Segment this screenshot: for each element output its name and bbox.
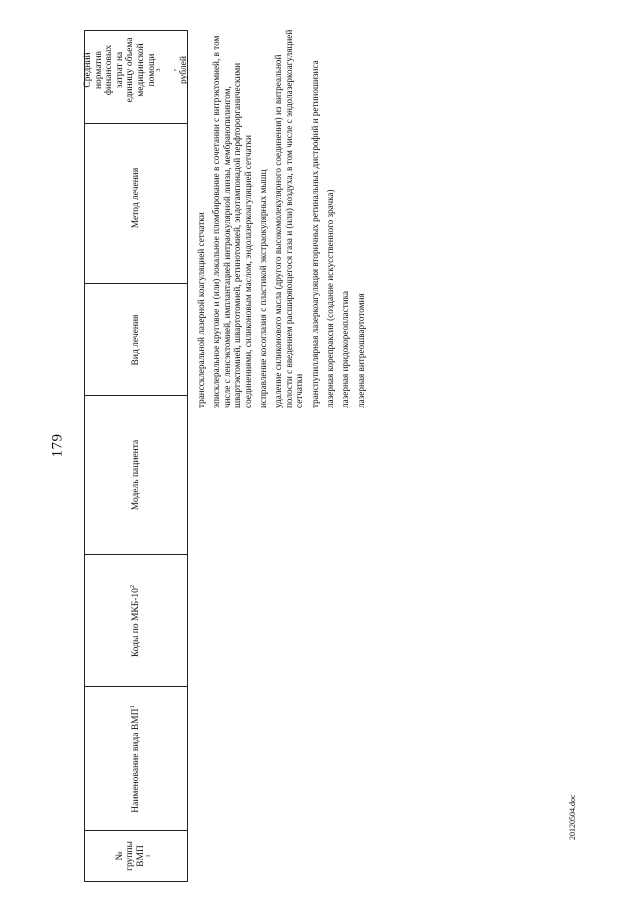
header-cost-line: норматив	[93, 50, 104, 90]
treatment-method-list	[196, 25, 371, 408]
footnote-marker: 2	[128, 584, 136, 589]
column-divider	[84, 283, 187, 284]
header-cost-line: Средний	[82, 52, 93, 88]
header-cost-line: единицу объема	[125, 37, 136, 103]
treatment-method-item: исправление косоглазия с пластикой экстраокулярных мышц	[257, 169, 268, 408]
header-cost-line: затрат на	[114, 51, 125, 89]
document-filename-footer: 20120504.doc	[568, 794, 577, 840]
header-cost-line: финансовых	[104, 44, 115, 96]
treatment-method-item: удаление силиконового масла (другого высокомолекулярного соединения) из витреальной полости с введением расширяющегося газа и (или) воздуха, в том числе с эндолазеркоагуляцией сетчатки	[273, 29, 305, 408]
header-cost-norm	[82, 30, 189, 110]
header-patient-model: Модель пациента	[130, 439, 141, 511]
treatment-method-item: транссклеральной лазерной коагуляцией сетчатки	[196, 212, 206, 408]
treatment-method-item: лазерная корепраксия (создание искусственного зрачка)	[324, 189, 335, 408]
footnote-marker: 1	[128, 705, 136, 709]
treatment-method-item: эписклеральное круговое и (или) локальное пломбирование в сочетании с витрэктомией, в том числе с ленсэктомией, имплантацией интраокулярной линзы, мембранопилингом, швартэктомией, швартотомией, ретинотомией, эндотампонадой перфторорганическими соединениями, силиконовым маслом, эндолазеркоагуляцией сетчатки	[211, 35, 253, 408]
header-vmp-name: Наименование вида ВМП$^1$	[128, 705, 141, 813]
header-icd-codes: Коды по МКБ-$10^2$	[128, 584, 141, 658]
header-group-number-line: ВМП $^1$	[136, 845, 152, 867]
page-number: 179	[49, 433, 66, 458]
header-cost-line: медицинской	[136, 43, 146, 97]
header-treatment-type: Вид лечения	[130, 314, 141, 366]
header-group-number-line: группы	[125, 841, 136, 871]
footnote-marker: 1	[144, 854, 152, 858]
column-divider	[84, 830, 187, 831]
header-treatment-method: Метод лечения	[130, 167, 141, 229]
header-group-number	[86, 832, 186, 880]
table-header-divider-vertical	[187, 30, 188, 882]
column-divider	[84, 554, 187, 555]
header-cost-line: рублей	[178, 56, 189, 84]
footnote-marker: 3	[155, 68, 163, 72]
column-divider	[84, 686, 187, 687]
treatment-method-item: транспупиллярная лазеркоагуляция вторичных ретинальных дистрофий и ретиношизиса	[309, 60, 320, 408]
treatment-method-item: лазерная витреошвартотомия	[355, 293, 366, 408]
treatment-method-item: лазерная иридокореопластика	[340, 290, 351, 408]
header-group-number-line: №	[114, 851, 125, 861]
header-cost-line: помощи $^3$ ,	[146, 53, 178, 87]
